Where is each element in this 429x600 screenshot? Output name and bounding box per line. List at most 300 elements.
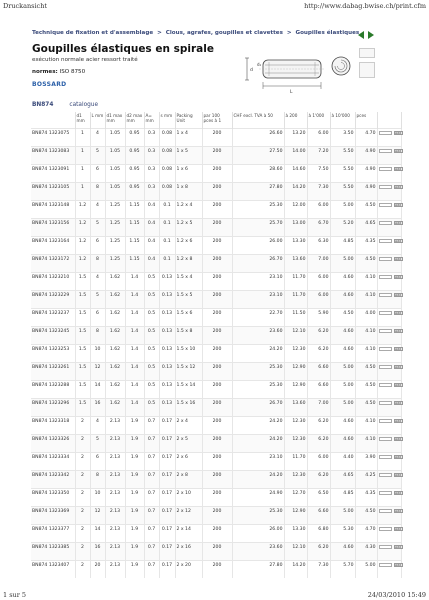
breadcrumb-item-goupilles[interactable]: Goupilles élastiques: [295, 30, 360, 36]
cell-price-200: 6.20: [307, 344, 330, 362]
cell-a-value: 0.7: [144, 524, 159, 542]
cell-price-200: 6.70: [307, 218, 330, 236]
cell-d1: 2: [75, 506, 90, 524]
cell-packing-unit: 200: [202, 416, 232, 434]
cell-dimension: 2 x 14: [175, 524, 202, 542]
table-row: [31, 254, 401, 272]
cell-d1-max: 1.62: [105, 398, 125, 416]
cell-price-200: 6.00: [307, 128, 330, 146]
cell-price-50: 12.30: [284, 470, 307, 488]
table-row: [31, 290, 401, 308]
cell-price-100: 24.20: [232, 416, 284, 434]
cell-a-value: 0.4: [144, 200, 159, 218]
cell-price-50: 13.00: [284, 218, 307, 236]
quantity-input[interactable]: [379, 149, 392, 153]
cell-price-200: 7.00: [307, 398, 330, 416]
cell-packing-unit: 200: [202, 290, 232, 308]
cell-price-50: 12.10: [284, 326, 307, 344]
cell-d1: 1.5: [75, 380, 90, 398]
cell-dimension: 2 x 8: [175, 470, 202, 488]
breadcrumb-separator: >: [157, 30, 162, 36]
add-to-cart-button[interactable]: Add: [395, 382, 401, 387]
quantity-input[interactable]: [379, 401, 392, 405]
cell-order: [377, 506, 401, 524]
cell-price-100: 25.30: [232, 362, 284, 380]
cell-price-1000: 4.60: [330, 290, 355, 308]
table-row: [31, 434, 401, 452]
table-row: [31, 506, 401, 524]
cell-article-number[interactable]: BN874 1323318: [31, 416, 75, 434]
cell-d2-max: 1.4: [125, 290, 144, 308]
cell-length: 5: [90, 290, 105, 308]
quantity-input[interactable]: [379, 383, 392, 387]
cell-dimension: 2 x 12: [175, 506, 202, 524]
cell-s-value: 0.17: [159, 506, 175, 524]
norm-value: ISO 8750: [59, 69, 86, 75]
cell-s-value: 0.13: [159, 308, 175, 326]
cell-price-1000: 5.00: [330, 380, 355, 398]
add-to-cart-button[interactable]: Add: [395, 256, 401, 261]
cell-packing-unit: 200: [202, 524, 232, 542]
cell-price-50: 11.70: [284, 272, 307, 290]
cell-price-50: 12.90: [284, 362, 307, 380]
quantity-input[interactable]: [379, 563, 392, 567]
add-to-cart-button[interactable]: Add: [395, 202, 401, 207]
cell-length: 20: [90, 560, 105, 578]
quantity-input[interactable]: [379, 293, 392, 297]
cell-d2-max: 1.9: [125, 470, 144, 488]
column-header: [377, 112, 401, 128]
cell-d1-max: 1.25: [105, 200, 125, 218]
add-to-cart-button[interactable]: Add: [395, 328, 401, 333]
add-to-cart-button[interactable]: Add: [395, 472, 401, 477]
cell-length: 14: [90, 380, 105, 398]
cell-packing-unit: 200: [202, 434, 232, 452]
cell-d1: 1.5: [75, 344, 90, 362]
column-header: L mm: [90, 112, 105, 128]
cell-length: 5: [90, 146, 105, 164]
table-row: [31, 218, 401, 236]
cell-price-50: 14.20: [284, 560, 307, 578]
cell-price-50: 12.00: [284, 200, 307, 218]
cell-d1: 2: [75, 434, 90, 452]
quantity-input[interactable]: [379, 455, 392, 459]
cell-price-100: 26.70: [232, 254, 284, 272]
cell-price-1000: 5.00: [330, 200, 355, 218]
cell-article-number[interactable]: BN874 1323326: [31, 434, 75, 452]
cell-order: [377, 416, 401, 434]
cell-price-50: 12.90: [284, 506, 307, 524]
add-to-cart-button[interactable]: Add: [395, 364, 401, 369]
cell-s-value: 0.08: [159, 164, 175, 182]
cell-article-number[interactable]: BN874 1323261: [31, 362, 75, 380]
cell-price-50: 13.60: [284, 398, 307, 416]
cell-dimension: 1.5 x 12: [175, 362, 202, 380]
cell-price-50: 12.10: [284, 542, 307, 560]
add-to-cart-button[interactable]: Add: [395, 400, 401, 405]
cell-d2-max: 0.95: [125, 146, 144, 164]
table-row: [31, 326, 401, 344]
column-header: CHF excl. TVA à 50: [232, 112, 284, 128]
cell-packing-unit: 200: [202, 452, 232, 470]
cell-order: [377, 344, 401, 362]
cad-download-icon[interactable]: [359, 48, 375, 58]
cell-d1-max: 2.13: [105, 416, 125, 434]
cell-d1: 1: [75, 128, 90, 146]
cell-price-10000: 4.35: [355, 488, 377, 506]
table-row: [31, 200, 401, 218]
cell-price-50: 13.30: [284, 524, 307, 542]
cell-s-value: 0.17: [159, 416, 175, 434]
cell-price-1000: 4.60: [330, 344, 355, 362]
table-row: [31, 398, 401, 416]
cell-price-10000: 4.90: [355, 182, 377, 200]
cell-price-10000: 4.50: [355, 200, 377, 218]
cell-s-value: 0.17: [159, 452, 175, 470]
cell-a-value: 0.7: [144, 470, 159, 488]
add-to-cart-button[interactable]: Add: [395, 526, 401, 531]
cell-article-number[interactable]: BN874 1323245: [31, 326, 75, 344]
cell-a-value: 0.3: [144, 164, 159, 182]
cell-length: 8: [90, 326, 105, 344]
quantity-input[interactable]: [379, 167, 392, 171]
cell-a-value: 0.3: [144, 146, 159, 164]
cell-d2-max: 1.4: [125, 308, 144, 326]
cell-s-value: 0.17: [159, 560, 175, 578]
cell-a-value: 0.5: [144, 272, 159, 290]
cell-price-200: 6.20: [307, 470, 330, 488]
certificate-icon[interactable]: [359, 62, 375, 78]
cell-d2-max: 1.15: [125, 236, 144, 254]
cell-article-number[interactable]: BN874 1323253: [31, 344, 75, 362]
cell-price-1000: 5.50: [330, 182, 355, 200]
cell-article-number[interactable]: BN874 1323237: [31, 308, 75, 326]
column-header: à 1'000: [307, 112, 330, 128]
cell-d2-max: 1.15: [125, 254, 144, 272]
arrow-left-icon[interactable]: [358, 31, 364, 39]
cell-d2-max: 1.4: [125, 272, 144, 290]
catalogue-table: [31, 112, 402, 578]
cell-price-100: 24.20: [232, 470, 284, 488]
cell-price-1000: 5.30: [330, 524, 355, 542]
cell-price-50: 12.90: [284, 380, 307, 398]
add-to-cart-button[interactable]: Add: [395, 220, 401, 225]
product-norm: [32, 69, 85, 75]
cell-article-number[interactable]: BN874 1323164: [31, 236, 75, 254]
cell-price-1000: 4.60: [330, 272, 355, 290]
table-row: [31, 542, 401, 560]
cell-article-number[interactable]: BN874 1323334: [31, 452, 75, 470]
add-to-cart-button[interactable]: Add: [395, 544, 401, 549]
cell-d1: 1.2: [75, 236, 90, 254]
cell-d2-max: 1.15: [125, 218, 144, 236]
cell-a-value: 0.7: [144, 488, 159, 506]
quantity-input[interactable]: [379, 131, 392, 135]
cell-s-value: 0.17: [159, 470, 175, 488]
cell-d1: 1.5: [75, 398, 90, 416]
table-row: [31, 146, 401, 164]
breadcrumb-separator: >: [286, 30, 292, 36]
column-header: pces: [355, 112, 377, 128]
cell-article-number[interactable]: BN874 1323350: [31, 488, 75, 506]
cell-length: 10: [90, 344, 105, 362]
quantity-input[interactable]: [379, 203, 392, 207]
quantity-input[interactable]: [379, 473, 392, 477]
print-header-url[interactable]: http://www.dabag.bwise.ch/print.cfm: [304, 2, 426, 10]
column-header: d1 max mm: [105, 112, 125, 128]
cell-price-1000: 5.70: [330, 560, 355, 578]
cell-price-1000: 4.85: [330, 488, 355, 506]
cell-dimension: 2 x 20: [175, 560, 202, 578]
add-to-cart-button[interactable]: Add: [395, 418, 401, 423]
column-header: Packing Unit: [175, 112, 202, 128]
cell-article-number[interactable]: BN874 1323288: [31, 380, 75, 398]
norm-label: normes:: [32, 69, 58, 75]
cell-price-50: 14.20: [284, 182, 307, 200]
cell-price-100: 28.60: [232, 164, 284, 182]
cell-price-200: 6.30: [307, 236, 330, 254]
cell-price-200: 7.20: [307, 146, 330, 164]
cell-article-number[interactable]: BN874 1323210: [31, 272, 75, 290]
cell-length: 12: [90, 506, 105, 524]
cell-d2-max: 1.9: [125, 488, 144, 506]
tab-catalogue[interactable]: catalogue: [69, 102, 99, 108]
cell-article-number[interactable]: BN874 1323075: [31, 128, 75, 146]
cell-packing-unit: 200: [202, 488, 232, 506]
cell-a-value: 0.3: [144, 182, 159, 200]
cell-d2-max: 1.9: [125, 524, 144, 542]
cell-price-100: 24.20: [232, 344, 284, 362]
cell-d1: 2: [75, 542, 90, 560]
cell-article-number[interactable]: BN874 1323105: [31, 182, 75, 200]
cell-price-50: 14.00: [284, 146, 307, 164]
cell-d1: 1.5: [75, 272, 90, 290]
cell-article-number[interactable]: BN874 1323083: [31, 146, 75, 164]
cell-s-value: 0.13: [159, 290, 175, 308]
cell-price-200: 7.50: [307, 164, 330, 182]
cell-order: [377, 488, 401, 506]
cell-article-number[interactable]: BN874 1323091: [31, 164, 75, 182]
cell-d2-max: 1.9: [125, 560, 144, 578]
add-to-cart-button[interactable]: Add: [395, 562, 401, 567]
breadcrumb-item-fixation[interactable]: Technique de fixation et d'assemblage: [32, 30, 154, 36]
cell-price-1000: 4.60: [330, 542, 355, 560]
quantity-input[interactable]: [379, 221, 392, 225]
cell-d2-max: 1.4: [125, 380, 144, 398]
cell-price-10000: 4.50: [355, 506, 377, 524]
cell-packing-unit: 200: [202, 128, 232, 146]
cell-price-10000: 4.25: [355, 470, 377, 488]
cell-length: 6: [90, 452, 105, 470]
cell-price-200: 6.50: [307, 488, 330, 506]
table-row: [31, 308, 401, 326]
cell-order: [377, 470, 401, 488]
table-body: [31, 128, 401, 578]
quantity-input[interactable]: [379, 419, 392, 423]
quantity-input[interactable]: [379, 347, 392, 351]
quantity-input[interactable]: [379, 239, 392, 243]
cell-d1-max: 1.62: [105, 308, 125, 326]
cell-price-100: 23.10: [232, 290, 284, 308]
cell-price-100: 23.60: [232, 326, 284, 344]
add-to-cart-button[interactable]: Add: [395, 346, 401, 351]
add-to-cart-button[interactable]: Add: [395, 130, 401, 135]
quantity-input[interactable]: [379, 365, 392, 369]
cell-price-10000: 4.50: [355, 362, 377, 380]
add-to-cart-button[interactable]: Add: [395, 454, 401, 459]
add-to-cart-button[interactable]: Add: [395, 184, 401, 189]
cell-d1-max: 1.05: [105, 146, 125, 164]
cell-price-100: 22.70: [232, 308, 284, 326]
quantity-input[interactable]: [379, 437, 392, 441]
cell-article-number[interactable]: BN874 1323407: [31, 560, 75, 578]
quantity-input[interactable]: [379, 311, 392, 315]
cell-price-1000: 4.50: [330, 308, 355, 326]
cell-article-number[interactable]: BN874 1323156: [31, 218, 75, 236]
cell-article-number[interactable]: BN874 1323369: [31, 506, 75, 524]
quantity-input[interactable]: [379, 527, 392, 531]
cell-price-200: 7.30: [307, 182, 330, 200]
cell-price-200: 6.60: [307, 362, 330, 380]
cell-price-100: 26.70: [232, 398, 284, 416]
cell-s-value: 0.1: [159, 236, 175, 254]
cell-a-value: 0.3: [144, 128, 159, 146]
cell-d1-max: 1.62: [105, 380, 125, 398]
cell-price-200: 7.00: [307, 254, 330, 272]
cell-price-10000: 4.35: [355, 236, 377, 254]
cell-price-100: 26.00: [232, 524, 284, 542]
cell-price-50: 13.60: [284, 254, 307, 272]
cell-price-200: 5.90: [307, 308, 330, 326]
cell-a-value: 0.5: [144, 308, 159, 326]
cell-d2-max: 1.9: [125, 416, 144, 434]
cell-price-50: 11.70: [284, 452, 307, 470]
cell-a-value: 0.5: [144, 290, 159, 308]
cell-a-value: 0.5: [144, 344, 159, 362]
add-to-cart-button[interactable]: Add: [395, 166, 401, 171]
add-to-cart-button[interactable]: Add: [395, 238, 401, 243]
quantity-input[interactable]: [379, 275, 392, 279]
cell-article-number[interactable]: BN874 1323385: [31, 542, 75, 560]
add-to-cart-button[interactable]: Add: [395, 310, 401, 315]
cell-length: 8: [90, 254, 105, 272]
cell-price-100: 23.10: [232, 452, 284, 470]
add-to-cart-button[interactable]: Add: [395, 508, 401, 513]
cell-order: [377, 218, 401, 236]
quantity-input[interactable]: [379, 509, 392, 513]
cell-article-number[interactable]: BN874 1323148: [31, 200, 75, 218]
cell-packing-unit: 200: [202, 182, 232, 200]
cell-packing-unit: 200: [202, 362, 232, 380]
cell-article-number[interactable]: BN874 1323377: [31, 524, 75, 542]
cell-d2-max: 1.4: [125, 398, 144, 416]
cell-article-number[interactable]: BN874 1323172: [31, 254, 75, 272]
cell-order: [377, 128, 401, 146]
cell-s-value: 0.13: [159, 362, 175, 380]
cell-article-number[interactable]: BN874 1323296: [31, 398, 75, 416]
table-row: [31, 182, 401, 200]
cell-a-value: 0.5: [144, 326, 159, 344]
cell-length: 4: [90, 272, 105, 290]
cell-price-50: 12.30: [284, 434, 307, 452]
tab-code[interactable]: BN874: [32, 102, 54, 108]
cell-s-value: 0.13: [159, 344, 175, 362]
brand-logo: BOSSARD: [32, 81, 67, 88]
cell-price-1000: 5.00: [330, 398, 355, 416]
breadcrumb: [32, 30, 359, 36]
cell-a-value: 0.4: [144, 218, 159, 236]
cell-price-1000: 5.50: [330, 146, 355, 164]
cell-d2-max: 1.4: [125, 362, 144, 380]
cell-s-value: 0.1: [159, 254, 175, 272]
cell-s-value: 0.17: [159, 542, 175, 560]
cell-article-number[interactable]: BN874 1323229: [31, 290, 75, 308]
cell-dimension: 1.5 x 6: [175, 308, 202, 326]
cell-dimension: 1.5 x 10: [175, 344, 202, 362]
quantity-input[interactable]: [379, 545, 392, 549]
cell-price-10000: 4.50: [355, 398, 377, 416]
cell-article-number[interactable]: BN874 1323342: [31, 470, 75, 488]
cell-price-200: 6.20: [307, 326, 330, 344]
quantity-input[interactable]: [379, 185, 392, 189]
cell-length: 14: [90, 524, 105, 542]
cell-d1-max: 1.62: [105, 344, 125, 362]
quantity-input[interactable]: [379, 491, 392, 495]
cell-price-1000: 3.50: [330, 128, 355, 146]
drawing-label-L: L: [290, 90, 293, 95]
add-to-cart-button[interactable]: Add: [395, 490, 401, 495]
cell-packing-unit: 200: [202, 254, 232, 272]
cell-d2-max: 1.9: [125, 434, 144, 452]
cell-price-100: 25.30: [232, 200, 284, 218]
cell-price-1000: 5.00: [330, 254, 355, 272]
table-row: [31, 452, 401, 470]
cell-price-200: 6.60: [307, 506, 330, 524]
cell-price-10000: 4.90: [355, 146, 377, 164]
add-to-cart-button[interactable]: Add: [395, 292, 401, 297]
cell-length: 5: [90, 434, 105, 452]
cell-d1: 1.2: [75, 254, 90, 272]
arrow-right-icon[interactable]: [368, 31, 374, 39]
add-to-cart-button[interactable]: Add: [395, 274, 401, 279]
column-header: [31, 112, 75, 128]
cell-d1-max: 1.25: [105, 254, 125, 272]
cell-d1-max: 1.25: [105, 236, 125, 254]
add-to-cart-button[interactable]: Add: [395, 148, 401, 153]
cell-length: 12: [90, 362, 105, 380]
cell-price-100: 27.80: [232, 560, 284, 578]
quantity-input[interactable]: [379, 329, 392, 333]
cell-price-200: 6.00: [307, 200, 330, 218]
quantity-input[interactable]: [379, 257, 392, 261]
cell-d2-max: 1.9: [125, 452, 144, 470]
cell-d1-max: 2.13: [105, 470, 125, 488]
cell-a-value: 0.5: [144, 398, 159, 416]
cell-order: [377, 146, 401, 164]
table-row: [31, 560, 401, 578]
cell-price-50: 13.20: [284, 128, 307, 146]
cell-length: 6: [90, 308, 105, 326]
page-title: Goupilles élastiques en spirale: [32, 43, 214, 55]
add-to-cart-button[interactable]: Add: [395, 436, 401, 441]
cell-price-100: 25.30: [232, 506, 284, 524]
cell-d1-max: 1.05: [105, 164, 125, 182]
cell-length: 5: [90, 218, 105, 236]
breadcrumb-item-clous[interactable]: Clous, agrafes, goupilles et clavettes: [165, 30, 283, 36]
cell-dimension: 2 x 16: [175, 542, 202, 560]
table-row: [31, 524, 401, 542]
cell-packing-unit: 200: [202, 218, 232, 236]
